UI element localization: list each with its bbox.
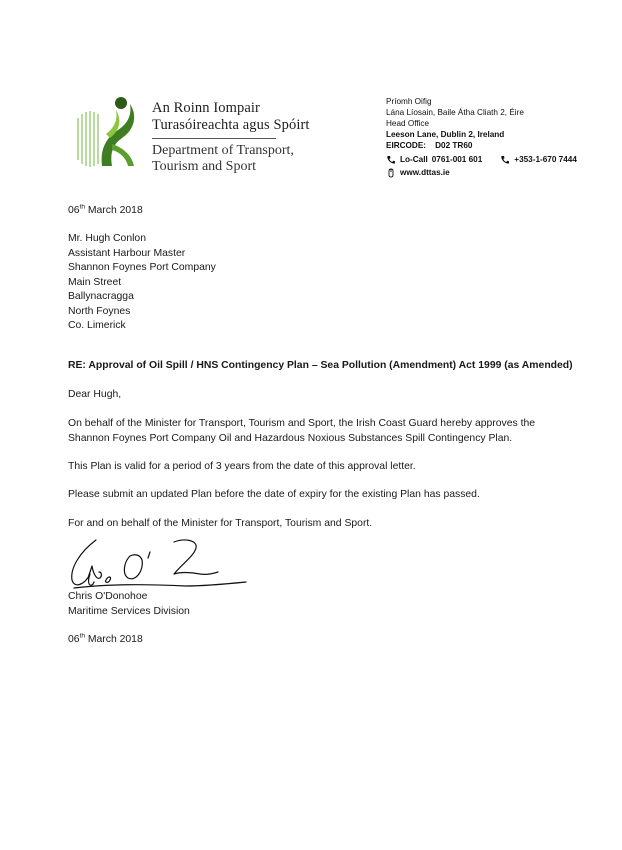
date-suffix: th — [79, 632, 85, 640]
phone-icon — [386, 155, 396, 165]
phone-icon — [500, 155, 510, 165]
address-line: Co. Limerick — [68, 320, 126, 331]
closing-line: For and on behalf of the Minister for Transport, Tourism and Sport. — [68, 518, 373, 529]
address-line: Mr. Hugh Conlon — [68, 233, 146, 244]
letter-subject: RE: Approval of Oil Spill / HNS Contingency Plan – Sea Pollution (Amendment) Act 1999 (as Amended) — [68, 360, 573, 371]
recipient-address — [68, 232, 216, 334]
signature-date — [68, 633, 143, 648]
contact-address: Leeson Lane, Dublin 2, Ireland — [386, 130, 505, 139]
contact-address-irish: Lána Líosain, Baile Átha Cliath 2, Éire — [386, 108, 524, 117]
address-line: Assistant Harbour Master — [68, 247, 186, 259]
letter-date — [68, 204, 143, 219]
website-link[interactable]: www.dttas.ie — [400, 168, 450, 177]
signatory-name: Chris O'Donohoe — [68, 591, 148, 602]
dept-english-line1: Department of Transport, — [152, 143, 294, 158]
mouse-icon — [386, 168, 396, 178]
address-line: North Foynes — [68, 305, 131, 317]
body-paragraph-2: This Plan is valid for a period of 3 years from the date of this approval letter. — [68, 461, 416, 472]
signatory-division: Maritime Services Division — [68, 605, 190, 617]
locall-label: Lo-Call — [400, 155, 428, 164]
address-line: Main Street — [68, 276, 122, 288]
body-paragraph-1: On behalf of the Minister for Transport, Tourism and Sport, the Irish Coast Guard hereby approves the Shannon Foynes Port Company Oil and Hazardous Noxious Substances Spill Contingency Plan. — [68, 418, 536, 444]
divider — [152, 138, 276, 139]
date-rest: March 2018 — [84, 634, 143, 645]
contact-phone-row — [386, 154, 577, 165]
signature-block — [68, 590, 190, 619]
department-logo — [72, 94, 142, 170]
date-day: 06 — [68, 634, 80, 645]
date-rest: March 2018 — [84, 205, 143, 216]
salutation: Dear Hugh, — [68, 389, 122, 400]
date-day: 06 — [68, 205, 80, 216]
address-line: Shannon Foynes Port Company — [68, 262, 216, 273]
date-suffix: th — [79, 203, 85, 211]
eircode-label: EIRCODE: — [386, 141, 427, 150]
phone-number: +353-1-670 7444 — [514, 155, 577, 164]
dept-irish-line1: An Roinn Iompair — [152, 100, 260, 116]
locall-number: 0761-001 601 — [431, 155, 483, 164]
contact-head-office: Head Office — [386, 119, 430, 128]
address-line: Ballynacragga — [68, 291, 134, 302]
contact-web-row — [386, 167, 577, 178]
contact-head-office-irish: Príomh Oifig — [386, 97, 432, 106]
contact-block — [386, 96, 577, 178]
contact-eircode — [386, 140, 577, 151]
body-paragraph-3: Please submit an updated Plan before the date of expiry for the existing Plan has passed. — [68, 489, 480, 500]
dept-english-line2: Tourism and Sport — [152, 159, 257, 174]
department-name — [152, 100, 310, 175]
handwritten-signature — [66, 534, 256, 594]
eircode-value: D02 TR60 — [435, 141, 473, 150]
dept-irish-line2: Turasóireachta agus Spóirt — [152, 117, 310, 133]
